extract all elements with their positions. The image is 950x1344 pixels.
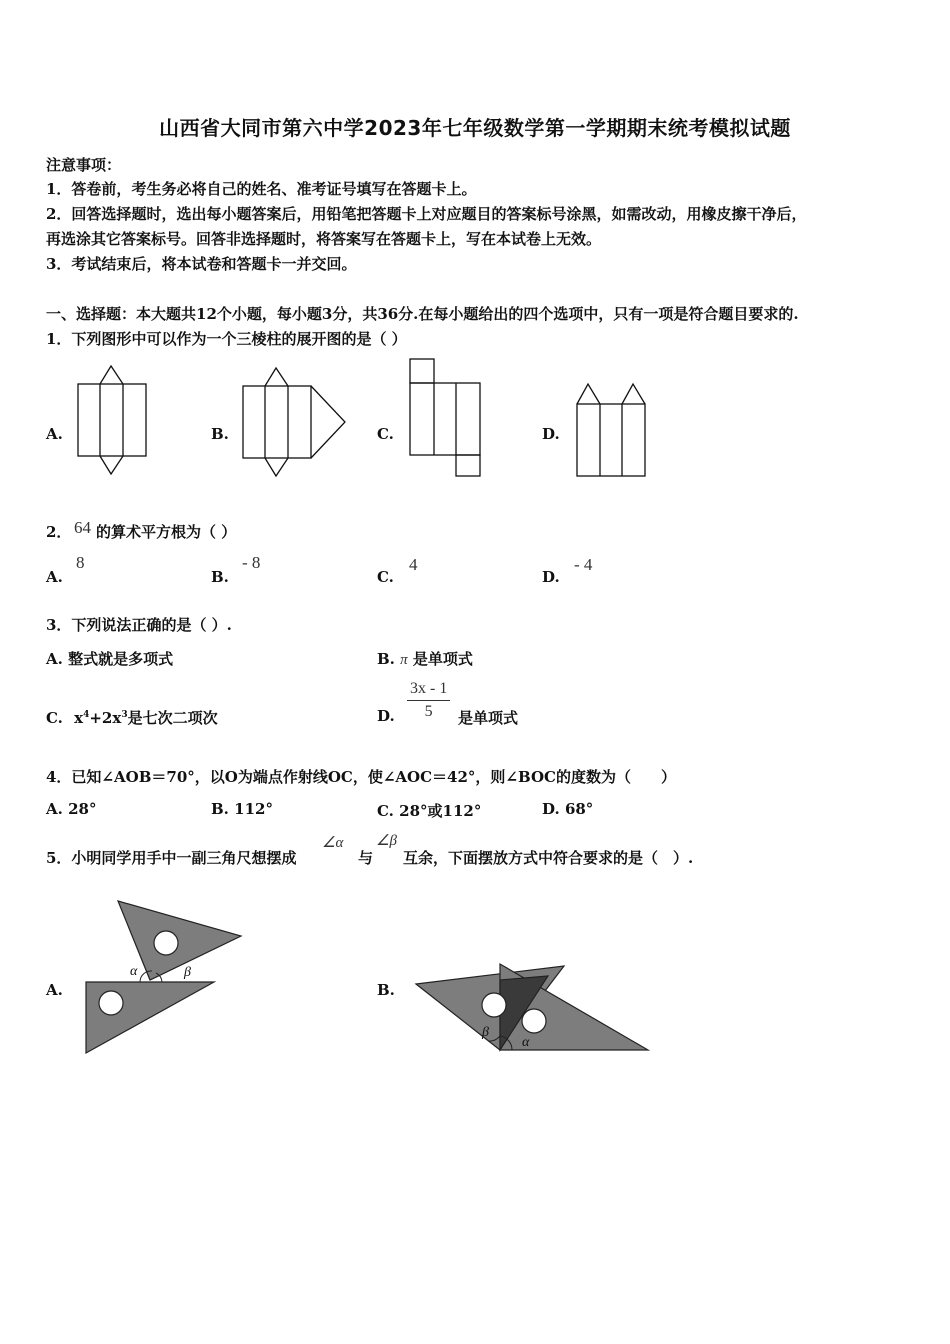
q2-option-d-label: D. [542, 568, 560, 586]
q5-alpha: ∠α [322, 835, 344, 851]
q4-option-c [377, 800, 481, 821]
q3-option-d-text: 是单项式 [458, 709, 519, 727]
q3-option-a [46, 648, 173, 669]
q4-option-a-value: 28° [68, 800, 97, 818]
q3-option-c-text: 是七次二项次 [127, 709, 218, 727]
q1-option-d-label: D. [542, 425, 560, 443]
q4-option-d-label: D. [542, 800, 560, 818]
q5-b-beta-label: β [482, 1025, 489, 1040]
q5-option-a-label: A. [46, 981, 63, 999]
q3-option-c-label: C. [46, 709, 63, 727]
q4-option-b [211, 800, 273, 818]
q1-figure-a [76, 364, 150, 478]
q4-option-a-label: A. [46, 800, 63, 818]
q2-option-b-label: B. [211, 568, 229, 586]
notice-item-2: 2．回答选择题时，选出每小题答案后，用铅笔把答题卡上对应题目的答案标号涂黑，如需改动，用橡皮擦干净后， [46, 205, 807, 223]
q2-option-a-value: 8 [76, 553, 85, 572]
q3-option-b-label: B. [377, 650, 395, 668]
q3-option-d-fraction [407, 680, 450, 721]
q4-option-c-label: C. [377, 802, 394, 820]
q5-beta: ∠β [376, 833, 397, 849]
q1-option-a-label: A. [46, 425, 63, 443]
q3-option-c-exp2: 3 [121, 710, 128, 720]
q2-option-d-value: - 4 [574, 555, 593, 574]
q3-option-b-text: 是单项式 [412, 650, 473, 668]
q2-stem: 的算术平方根为（ ） [96, 523, 237, 541]
q5-figure-b [414, 962, 654, 1058]
notice-item-3: 3．考试结束后，将本试卷和答题卡一并交回。 [46, 255, 357, 273]
q4-option-c-value: 28°或112° [399, 802, 482, 820]
q2-expression: 64 [74, 518, 91, 537]
q4-option-b-value: 112° [234, 800, 273, 818]
q3-option-d-label: D. [377, 707, 395, 725]
q3-option-b [377, 648, 473, 669]
q3-option-a-text: 整式就是多项式 [68, 650, 174, 668]
page-title: 山西省大同市第六中学2023年七年级数学第一学期期末统考模拟试题 [159, 116, 791, 140]
q1-stem: 1．下列图形中可以作为一个三棱柱的展开图的是（ ） [46, 330, 407, 348]
q4-stem: 4．已知∠AOB＝70°，以O为端点作射线OC，使∠AOC＝42°，则∠BOC的度数为（ ） [46, 768, 676, 786]
q5-stem-end: 互余，下面摆放方式中符合要求的是（ ）. [403, 849, 694, 867]
q3-option-c [46, 707, 218, 728]
q2-option-b-value: - 8 [242, 553, 261, 572]
q2-number: 2． [46, 523, 72, 541]
q5-figure-a [84, 898, 246, 1058]
q1-figure-c [409, 358, 483, 478]
q1-figure-b [241, 366, 351, 478]
q4-option-a [46, 800, 96, 818]
pi-symbol: π [400, 652, 408, 668]
section-heading: 一、选择题：本大题共12个小题，每小题3分，共36分.在每小题给出的四个选项中，只有一项是符合题目要求的. [46, 305, 799, 323]
q5-b-alpha-label: α [522, 1035, 530, 1050]
fraction-denominator: 5 [424, 703, 433, 720]
q3-option-c-mid: +2x [89, 709, 122, 727]
q4-option-b-label: B. [211, 800, 229, 818]
q2-option-c-label: C. [377, 568, 394, 586]
q2-option-c-value: 4 [409, 555, 418, 574]
q4-option-d-value: 68° [564, 800, 594, 818]
q5-option-b-label: B. [377, 981, 395, 999]
notice-item-2-cont: 再选涂其它答案标号。回答非选择题时，将答案写在答题卡上，写在本试卷上无效。 [46, 230, 602, 248]
q1-option-b-label: B. [211, 425, 229, 443]
q1-option-c-label: C. [377, 425, 394, 443]
q3-option-a-label: A. [46, 650, 63, 668]
q5-stem-start: 5．小明同学用手中一副三角尺想摆成 [46, 849, 297, 867]
q4-option-d [542, 800, 593, 818]
q2-option-a-label: A. [46, 568, 63, 586]
q5-a-beta-label: β [184, 965, 191, 980]
q3-stem: 3．下列说法正确的是（ ）. [46, 616, 232, 634]
q5-and: 与 [358, 849, 374, 867]
q5-a-alpha-label: α [130, 964, 138, 979]
q3-option-c-exp1: 4 [83, 710, 90, 720]
q1-figure-d [575, 382, 649, 478]
notice-item-1: 1．答卷前，考生务必将自己的姓名、准考证号填写在答题卡上。 [46, 180, 477, 198]
fraction-numerator: 3x - 1 [407, 680, 450, 701]
q3-option-c-x: x [74, 709, 84, 727]
notice-heading: 注意事项： [46, 156, 122, 174]
